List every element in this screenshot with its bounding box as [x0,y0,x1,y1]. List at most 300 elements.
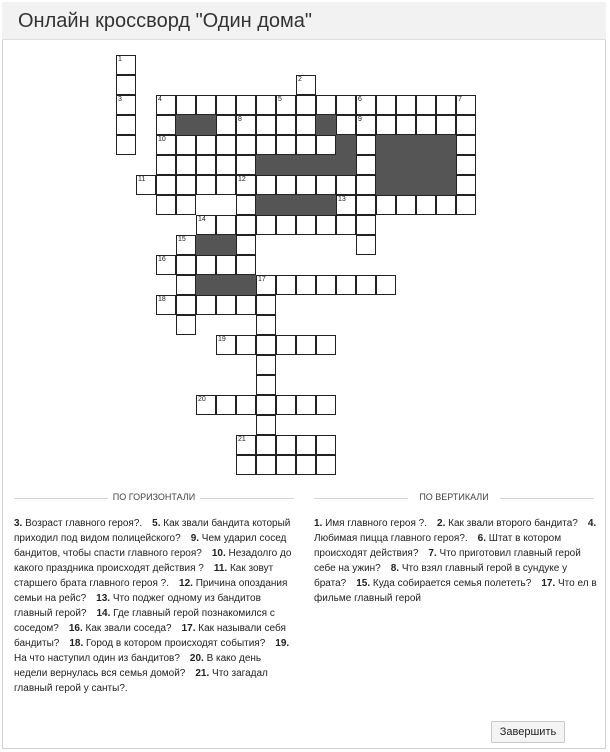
crossword-cell[interactable] [336,115,356,135]
crossword-letter-input[interactable] [257,136,275,154]
clue-item-number: 16. [68,623,83,634]
crossword-letter-input[interactable] [377,116,395,134]
crossword-letter-input[interactable] [317,276,335,294]
crossword-cell[interactable] [236,195,256,215]
crossword-letter-input[interactable] [277,216,295,234]
crossword-cell[interactable] [156,175,176,195]
crossword-cell[interactable] [436,115,456,135]
crossword-cell[interactable] [256,335,276,355]
crossword-letter-input[interactable] [257,396,275,414]
crossword-letter-input[interactable] [257,416,275,434]
crossword-cell[interactable] [296,435,316,455]
crossword-cell[interactable] [276,95,296,115]
clue-item [14,518,142,529]
across-clues [14,516,296,696]
crossword-cell[interactable] [196,255,216,275]
crossword-cell[interactable] [336,95,356,115]
crossword-letter-input[interactable] [457,196,475,214]
crossword-letter-input[interactable] [457,116,475,134]
crossword-cell[interactable] [356,275,376,295]
crossword-cell[interactable] [356,135,376,155]
crossword-letter-input[interactable] [237,176,255,194]
crossword-cell[interactable] [176,195,196,215]
crossword-cell[interactable] [176,315,196,335]
crossword-cell[interactable] [236,215,256,235]
clue-number: 9 [358,116,362,123]
clue-number: 6 [358,96,362,103]
crossword-cell[interactable] [296,115,316,135]
crossword-letter-input[interactable] [177,136,195,154]
crossword-cell[interactable] [456,175,476,195]
crossword-cell[interactable] [256,315,276,335]
clue-number: 2 [298,76,302,83]
crossword-cell[interactable] [196,295,216,315]
crossword-letter-input[interactable] [397,96,415,114]
crossword-letter-input[interactable] [317,456,335,474]
crossword-cell[interactable] [276,335,296,355]
crossword-letter-input[interactable] [357,276,375,294]
crossword-letter-input[interactable] [197,96,215,114]
crossword-cell[interactable] [176,255,196,275]
crossword-cell[interactable] [236,175,256,195]
crossword-cell[interactable] [176,175,196,195]
crossword-letter-input[interactable] [437,196,455,214]
crossword-cell[interactable] [336,195,356,215]
crossword-cell[interactable] [176,155,196,175]
crossword-cell[interactable] [416,115,436,135]
crossword-letter-input[interactable] [197,216,215,234]
crossword-letter-input[interactable] [297,76,315,94]
crossword-cell[interactable] [236,435,256,455]
crossword-letter-input[interactable] [317,396,335,414]
crossword-cell[interactable] [196,135,216,155]
crossword-letter-input[interactable] [297,176,315,194]
crossword-cell[interactable] [356,195,376,215]
crossword-letter-input[interactable] [357,156,375,174]
crossword-letter-input[interactable] [177,276,195,294]
crossword-letter-input[interactable] [457,136,475,154]
crossword-letter-input[interactable] [257,356,275,374]
crossword-cell[interactable] [136,175,156,195]
blocked-cell [376,135,456,195]
crossword-letter-input[interactable] [377,276,395,294]
crossword-cell[interactable] [316,175,336,195]
crossword-cell[interactable] [216,215,236,235]
crossword-letter-input[interactable] [217,116,235,134]
crossword-letter-input[interactable] [157,96,175,114]
across-section-header [14,490,294,506]
crossword-letter-input[interactable] [217,156,235,174]
crossword-letter-input[interactable] [377,96,395,114]
crossword-cell[interactable] [396,95,416,115]
crossword-letter-input[interactable] [237,236,255,254]
crossword-cell[interactable] [276,175,296,195]
crossword-cell[interactable] [256,395,276,415]
crossword-letter-input[interactable] [417,196,435,214]
crossword-letter-input[interactable] [157,256,175,274]
crossword-cell[interactable] [296,75,316,95]
crossword-cell[interactable] [376,275,396,295]
crossword-letter-input[interactable] [337,96,355,114]
crossword-letter-input[interactable] [237,456,255,474]
finish-button[interactable]: Завершить [491,721,565,743]
crossword-letter-input[interactable] [237,396,255,414]
crossword-cell[interactable] [336,175,356,195]
crossword-cell[interactable] [376,195,396,215]
crossword-cell[interactable] [216,295,236,315]
crossword-cell[interactable] [176,135,196,155]
crossword-letter-input[interactable] [317,136,335,154]
crossword-letter-input[interactable] [237,216,255,234]
crossword-letter-input[interactable] [117,76,135,94]
crossword-letter-input[interactable] [217,256,235,274]
crossword-letter-input[interactable] [337,116,355,134]
crossword-letter-input[interactable] [357,216,375,234]
crossword-cell[interactable] [236,255,256,275]
crossword-letter-input[interactable] [117,56,135,74]
crossword-cell[interactable] [216,115,236,135]
crossword-cell[interactable] [276,395,296,415]
crossword-cell[interactable] [176,235,196,255]
crossword-cell[interactable] [256,435,276,455]
crossword-cell[interactable] [236,115,256,135]
crossword-letter-input[interactable] [197,396,215,414]
crossword-cell[interactable] [236,235,256,255]
crossword-cell[interactable] [236,95,256,115]
crossword-letter-input[interactable] [157,176,175,194]
crossword-cell[interactable] [256,415,276,435]
crossword-cell[interactable] [416,195,436,215]
crossword-cell[interactable] [256,275,276,295]
crossword-letter-input[interactable] [297,116,315,134]
crossword-cell[interactable] [236,395,256,415]
crossword-letter-input[interactable] [237,296,255,314]
crossword-cell[interactable] [316,335,336,355]
clue-item-text: Чем ударил сосед бандитов, чтобы спасти главного героя? [14,533,287,559]
crossword-letter-input[interactable] [177,316,195,334]
crossword-cell[interactable] [156,155,176,175]
crossword-letter-input[interactable] [277,116,295,134]
crossword-cell[interactable] [296,395,316,415]
crossword-cell[interactable] [256,115,276,135]
crossword-letter-input[interactable] [237,136,255,154]
crossword-letter-input[interactable] [237,156,255,174]
crossword-letter-input[interactable] [397,196,415,214]
clue-item [69,623,172,634]
crossword-letter-input[interactable] [337,176,355,194]
crossword-cell[interactable] [116,135,136,155]
crossword-letter-input[interactable] [257,116,275,134]
crossword-cell[interactable] [296,335,316,355]
crossword-cell[interactable] [276,435,296,455]
crossword-cell[interactable] [116,55,136,75]
crossword-cell[interactable] [356,95,376,115]
clue-number: 19 [218,336,226,343]
crossword-letter-input[interactable] [357,176,375,194]
crossword-letter-input[interactable] [237,196,255,214]
crossword-cell[interactable] [156,295,176,315]
crossword-cell[interactable] [216,135,236,155]
blocked-cell [176,115,216,135]
crossword-cell[interactable] [436,195,456,215]
crossword-cell[interactable] [236,295,256,315]
crossword-cell[interactable] [156,255,176,275]
crossword-letter-input[interactable] [297,136,315,154]
crossword-letter-input[interactable] [197,176,215,194]
crossword-cell[interactable] [116,115,136,135]
crossword-letter-input[interactable] [157,296,175,314]
crossword-cell[interactable] [196,215,216,235]
crossword-cell[interactable] [356,175,376,195]
crossword-cell[interactable] [376,95,396,115]
crossword-cell[interactable] [236,335,256,355]
crossword-letter-input[interactable] [317,336,335,354]
crossword-cell[interactable] [356,235,376,255]
clue-item-text: Куда собирается семья полететь? [370,578,532,589]
crossword-letter-input[interactable] [177,256,195,274]
crossword-cell[interactable] [436,95,456,115]
crossword-cell[interactable] [316,455,336,475]
crossword-letter-input[interactable] [197,256,215,274]
crossword-cell[interactable] [236,135,256,155]
crossword-letter-input[interactable] [257,276,275,294]
crossword-letter-input[interactable] [357,236,375,254]
crossword-cell[interactable] [276,115,296,135]
clue-number: 20 [198,396,206,403]
blocked-cell [336,135,356,175]
crossword-letter-input[interactable] [337,276,355,294]
crossword-letter-input[interactable] [297,96,315,114]
crossword-letter-input[interactable] [337,196,355,214]
crossword-letter-input[interactable] [217,336,235,354]
crossword-cell[interactable] [216,175,236,195]
blocked-cell [196,275,256,295]
crossword-letter-input[interactable] [197,296,215,314]
crossword-letter-input[interactable] [217,176,235,194]
clue-item-text: Что ел в фильме главный герой [314,578,597,604]
clue-number: 1 [118,56,122,63]
crossword-letter-input[interactable] [157,136,175,154]
crossword-letter-input[interactable] [317,96,335,114]
crossword-cell[interactable] [296,215,316,235]
crossword-cell[interactable] [296,95,316,115]
crossword-cell[interactable] [176,275,196,295]
crossword-letter-input[interactable] [117,96,135,114]
crossword-letter-input[interactable] [377,196,395,214]
down-section-header [314,490,594,506]
crossword-letter-input[interactable] [437,116,455,134]
crossword-letter-input[interactable] [317,216,335,234]
crossword-letter-input[interactable] [177,296,195,314]
crossword-letter-input[interactable] [257,436,275,454]
crossword-letter-input[interactable] [277,456,295,474]
crossword-cell[interactable] [396,115,416,135]
crossword-cell[interactable] [376,115,396,135]
crossword-letter-input[interactable] [117,136,135,154]
crossword-letter-input[interactable] [157,116,175,134]
crossword-letter-input[interactable] [257,96,275,114]
crossword-cell[interactable] [216,335,236,355]
crossword-letter-input[interactable] [257,216,275,234]
crossword-letter-input[interactable] [297,276,315,294]
crossword-letter-input[interactable] [257,296,275,314]
crossword-letter-input[interactable] [177,236,195,254]
clue-item-number: 17. [181,623,196,634]
crossword-cell[interactable] [296,455,316,475]
crossword-cell[interactable] [456,195,476,215]
crossword-cell[interactable] [316,135,336,155]
clue-number: 13 [338,196,346,203]
crossword-letter-input[interactable] [437,96,455,114]
crossword-cell[interactable] [316,215,336,235]
crossword-cell[interactable] [336,275,356,295]
crossword-letter-input[interactable] [197,136,215,154]
crossword-letter-input[interactable] [117,116,135,134]
clue-item-text: Что загадал главный герой у санты?. [14,668,268,694]
crossword-cell[interactable] [456,155,476,175]
crossword-cell[interactable] [276,275,296,295]
crossword-letter-input[interactable] [457,156,475,174]
crossword-letter-input[interactable] [277,136,295,154]
crossword-letter-input[interactable] [257,176,275,194]
crossword-cell[interactable] [196,155,216,175]
crossword-letter-input[interactable] [457,96,475,114]
crossword-cell[interactable] [236,155,256,175]
crossword-cell[interactable] [456,95,476,115]
crossword-letter-input[interactable] [177,176,195,194]
crossword-letter-input[interactable] [277,336,295,354]
crossword-letter-input[interactable] [357,96,375,114]
crossword-cell[interactable] [256,135,276,155]
crossword-cell[interactable] [176,295,196,315]
crossword-letter-input[interactable] [177,96,195,114]
crossword-letter-input[interactable] [257,376,275,394]
down-clues [314,516,598,606]
crossword-letter-input[interactable] [417,116,435,134]
crossword-cell[interactable] [256,375,276,395]
crossword-letter-input[interactable] [297,396,315,414]
crossword-cell[interactable] [296,175,316,195]
crossword-letter-input[interactable] [277,436,295,454]
crossword-cell[interactable] [296,275,316,295]
clue-item-text: Как называли себя бандиты? [14,623,286,649]
crossword-letter-input[interactable] [237,336,255,354]
crossword-cell[interactable] [256,355,276,375]
crossword-cell[interactable] [156,95,176,115]
crossword-cell[interactable] [216,95,236,115]
crossword-cell[interactable] [216,395,236,415]
crossword-letter-input[interactable] [237,96,255,114]
crossword-cell[interactable] [456,135,476,155]
crossword-cell[interactable] [196,95,216,115]
crossword-cell[interactable] [196,175,216,195]
crossword-cell[interactable] [316,435,336,455]
crossword-letter-input[interactable] [317,436,335,454]
clue-item-number: 18. [69,638,84,649]
crossword-letter-input[interactable] [297,436,315,454]
crossword-cell[interactable] [116,95,136,115]
crossword-letter-input[interactable] [217,96,235,114]
crossword-letter-input[interactable] [277,276,295,294]
crossword-letter-input[interactable] [257,316,275,334]
crossword-cell[interactable] [396,195,416,215]
crossword-cell[interactable] [356,155,376,175]
crossword-letter-input[interactable] [197,156,215,174]
crossword-letter-input[interactable] [217,396,235,414]
crossword-cell[interactable] [216,155,236,175]
crossword-cell[interactable] [116,75,136,95]
crossword-cell[interactable] [156,135,176,155]
crossword-cell[interactable] [316,95,336,115]
crossword-letter-input[interactable] [417,96,435,114]
crossword-letter-input[interactable] [297,336,315,354]
crossword-letter-input[interactable] [277,396,295,414]
crossword-letter-input[interactable] [177,156,195,174]
crossword-letter-input[interactable] [357,136,375,154]
crossword-cell[interactable] [316,395,336,415]
crossword-letter-input[interactable] [277,176,295,194]
crossword-letter-input[interactable] [297,216,315,234]
crossword-letter-input[interactable] [217,296,235,314]
crossword-cell[interactable] [196,395,216,415]
crossword-letter-input[interactable] [357,116,375,134]
clue-item [69,638,265,649]
crossword-letter-input[interactable] [217,216,235,234]
crossword-cell[interactable] [176,95,196,115]
crossword-cell[interactable] [236,455,256,475]
crossword-cell[interactable] [216,255,236,275]
crossword-letter-input[interactable] [257,336,275,354]
crossword-cell[interactable] [276,135,296,155]
crossword-letter-input[interactable] [297,456,315,474]
clue-item-number: 14. [96,608,111,619]
crossword-cell[interactable] [276,215,296,235]
crossword-cell[interactable] [456,115,476,135]
crossword-cell[interactable] [156,115,176,135]
crossword-letter-input[interactable] [397,116,415,134]
crossword-letter-input[interactable] [257,456,275,474]
crossword-letter-input[interactable] [237,116,255,134]
crossword-cell[interactable] [316,275,336,295]
crossword-letter-input[interactable] [137,176,155,194]
crossword-letter-input[interactable] [217,136,235,154]
crossword-letter-input[interactable] [337,216,355,234]
crossword-letter-input[interactable] [177,196,195,214]
crossword-cell[interactable] [276,455,296,475]
crossword-letter-input[interactable] [357,196,375,214]
crossword-cell[interactable] [256,215,276,235]
crossword-cell[interactable] [156,195,176,215]
crossword-cell[interactable] [296,135,316,155]
crossword-cell[interactable] [256,295,276,315]
crossword-cell[interactable] [256,455,276,475]
crossword-cell[interactable] [356,215,376,235]
clue-item-text: Штат в котором происходят действия? [314,533,562,559]
clue-number: 7 [458,96,462,103]
crossword-cell[interactable] [256,95,276,115]
crossword-letter-input[interactable] [237,436,255,454]
crossword-cell[interactable] [356,115,376,135]
crossword-letter-input[interactable] [317,176,335,194]
crossword-cell[interactable] [336,215,356,235]
crossword-letter-input[interactable] [157,196,175,214]
crossword-cell[interactable] [416,95,436,115]
crossword-letter-input[interactable] [237,256,255,274]
crossword-letter-input[interactable] [157,156,175,174]
crossword-letter-input[interactable] [457,176,475,194]
crossword-cell[interactable] [256,175,276,195]
crossword-letter-input[interactable] [277,96,295,114]
